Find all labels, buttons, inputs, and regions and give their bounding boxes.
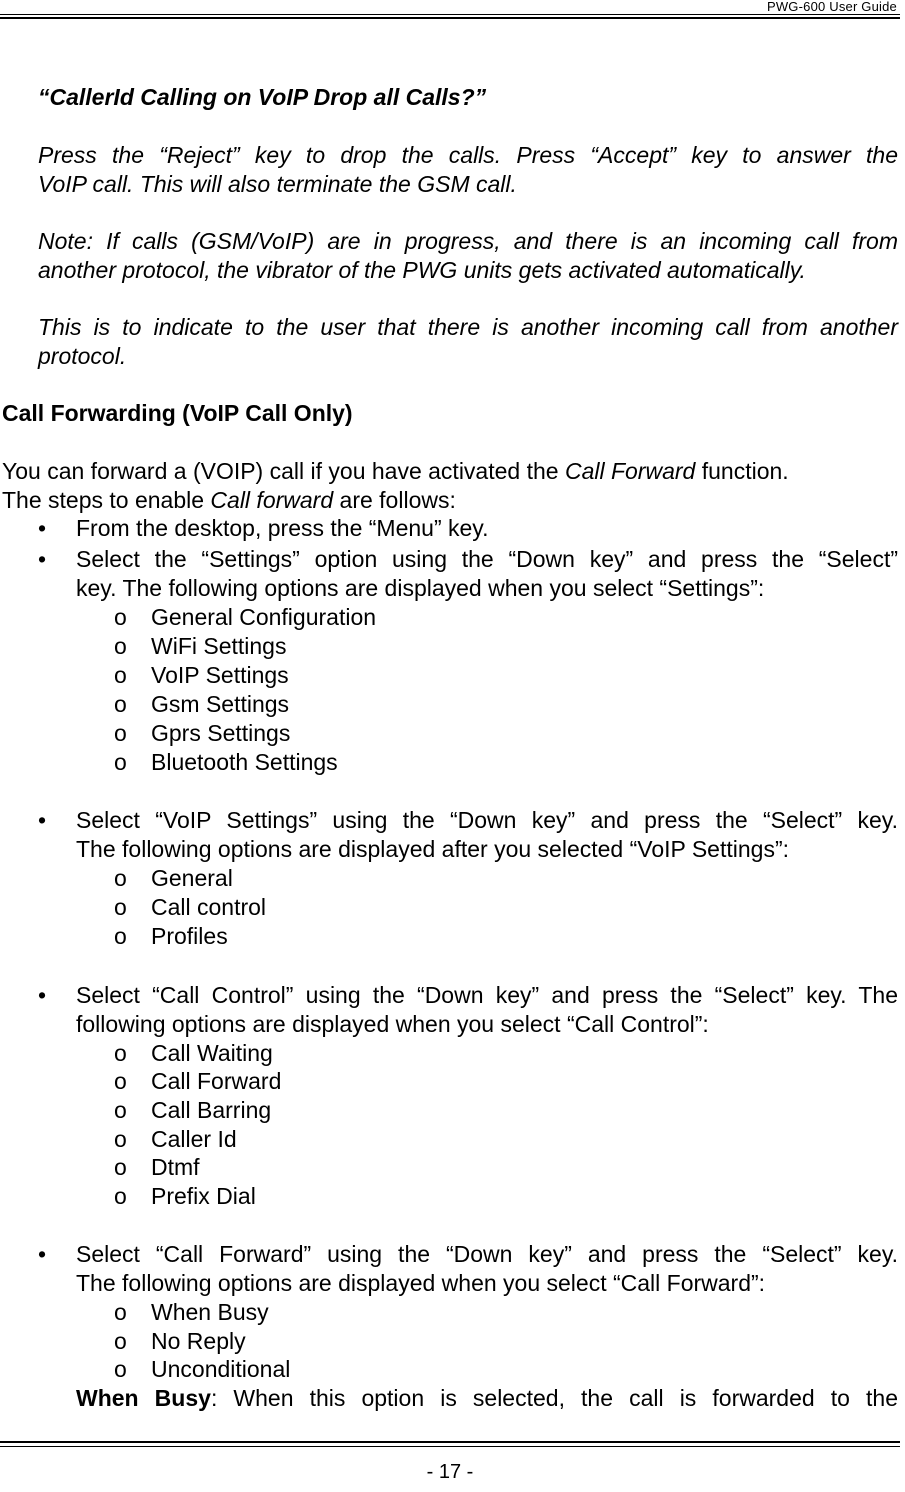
call-forward-option-no-reply: No Reply [151, 1328, 246, 1354]
call-control-option-prefix-dial: Prefix Dial [151, 1183, 256, 1209]
section-heading: Call Forwarding (VoIP Call Only) [2, 400, 353, 426]
p2-text-b: are follows: [333, 487, 456, 513]
footer-rule-thin [0, 1446, 900, 1447]
call-control-option-call-barring: Call Barring [151, 1097, 272, 1123]
when-busy-label: When Busy [76, 1385, 211, 1411]
prompt-quote: “CallerId Calling on VoIP Drop all Calls?” [38, 84, 487, 110]
when-busy-description [76, 1384, 898, 1413]
when-busy-text: : When this option is selected, the call is forwarded to the [210, 1385, 898, 1411]
bullet-icon: • [38, 1241, 47, 1267]
bullet-icon: • [38, 807, 47, 833]
settings-option-gprs: Gprs Settings [151, 720, 291, 746]
settings-option-gsm: Gsm Settings [151, 691, 290, 717]
header-title: PWG-600 User Guide [766, 0, 897, 14]
page-number: - 17 - [426, 1461, 474, 1483]
settings-option-general-configuration: General Configuration [151, 604, 377, 630]
voip-option-call-control: Call control [151, 894, 267, 920]
indicate-line-1: This is to indicate to the user that there is another incoming call from another [38, 314, 898, 340]
bullet-icon: • [38, 982, 47, 1008]
bullet-icon: • [38, 515, 47, 541]
note-line-2: another protocol, the vibrator of the PWG units gets activated automatically. [38, 257, 806, 283]
bullet-4-line-2: following options are displayed when you select “Call Control”: [76, 1011, 709, 1037]
sub-bullet-icon: o [114, 1299, 127, 1325]
sub-bullet-icon: o [114, 720, 127, 746]
bullet-icon: • [38, 546, 47, 572]
settings-option-bluetooth: Bluetooth Settings [151, 749, 338, 775]
intro-paragraph-2 [2, 486, 456, 515]
header-rule-thin [0, 14, 900, 15]
sub-bullet-icon: o [114, 894, 127, 920]
p1-emphasis: Call Forward [564, 458, 696, 484]
sub-bullet-icon: o [114, 1126, 127, 1152]
sub-bullet-icon: o [114, 923, 127, 949]
call-control-option-call-waiting: Call Waiting [151, 1040, 273, 1066]
bullet-4-line-1: Select “Call Control” using the “Down key” and press the “Select” key. The [76, 982, 898, 1008]
sub-bullet-icon: o [114, 865, 127, 891]
bullet-2-line-1: Select the “Settings” option using the “Down key” and press the “Select” [76, 546, 898, 572]
note-line-1: Note: If calls (GSM/VoIP) are in progress, and there is an incoming call from [38, 228, 898, 254]
bullet-5-line-2: The following options are displayed when you select “Call Forward”: [76, 1270, 766, 1296]
voip-option-general: General [151, 865, 233, 891]
p1-text-b: function. [695, 458, 789, 484]
sub-bullet-icon: o [114, 633, 127, 659]
p1-text-a: You can forward a (VOIP) call if you have activated the [2, 458, 565, 484]
sub-bullet-icon: o [114, 1154, 127, 1180]
intro-paragraph-1 [2, 457, 789, 486]
sub-bullet-icon: o [114, 1356, 127, 1382]
press-line-2: VoIP call. This will also terminate the GSM call. [38, 171, 517, 197]
sub-bullet-icon: o [114, 691, 127, 717]
sub-bullet-icon: o [114, 1183, 127, 1209]
sub-bullet-icon: o [114, 604, 127, 630]
bullet-5-line-1: Select “Call Forward” using the “Down key” and press the “Select” key. [76, 1241, 898, 1267]
sub-bullet-icon: o [114, 1068, 127, 1094]
bullet-2-line-2: key. The following options are displayed when you select “Settings”: [76, 575, 765, 601]
bullet-3-line-2: The following options are displayed after you selected “VoIP Settings”: [76, 836, 789, 862]
call-control-option-dtmf: Dtmf [151, 1154, 200, 1180]
sub-bullet-icon: o [114, 1097, 127, 1123]
p2-emphasis: Call forward [210, 487, 334, 513]
press-line-1: Press the “Reject” key to drop the calls. Press “Accept” key to answer the [38, 142, 898, 168]
p2-text-a: The steps to enable [2, 487, 211, 513]
call-forward-option-when-busy: When Busy [151, 1299, 269, 1325]
call-control-option-call-forward: Call Forward [151, 1068, 282, 1094]
call-forward-option-unconditional: Unconditional [151, 1356, 291, 1382]
sub-bullet-icon: o [114, 1328, 127, 1354]
bullet-3-line-1: Select “VoIP Settings” using the “Down key” and press the “Select” key. [76, 807, 898, 833]
sub-bullet-icon: o [114, 749, 127, 775]
sub-bullet-icon: o [114, 662, 127, 688]
header-rule-thick [0, 17, 900, 19]
bullet-1-line-1: From the desktop, press the “Menu” key. [76, 515, 489, 541]
settings-option-voip: VoIP Settings [151, 662, 289, 688]
settings-option-wifi: WiFi Settings [151, 633, 287, 659]
sub-bullet-icon: o [114, 1040, 127, 1066]
footer-rule-thick [0, 1441, 900, 1443]
call-control-option-caller-id: Caller Id [151, 1126, 237, 1152]
indicate-line-2: protocol. [38, 343, 127, 369]
voip-option-profiles: Profiles [151, 923, 228, 949]
